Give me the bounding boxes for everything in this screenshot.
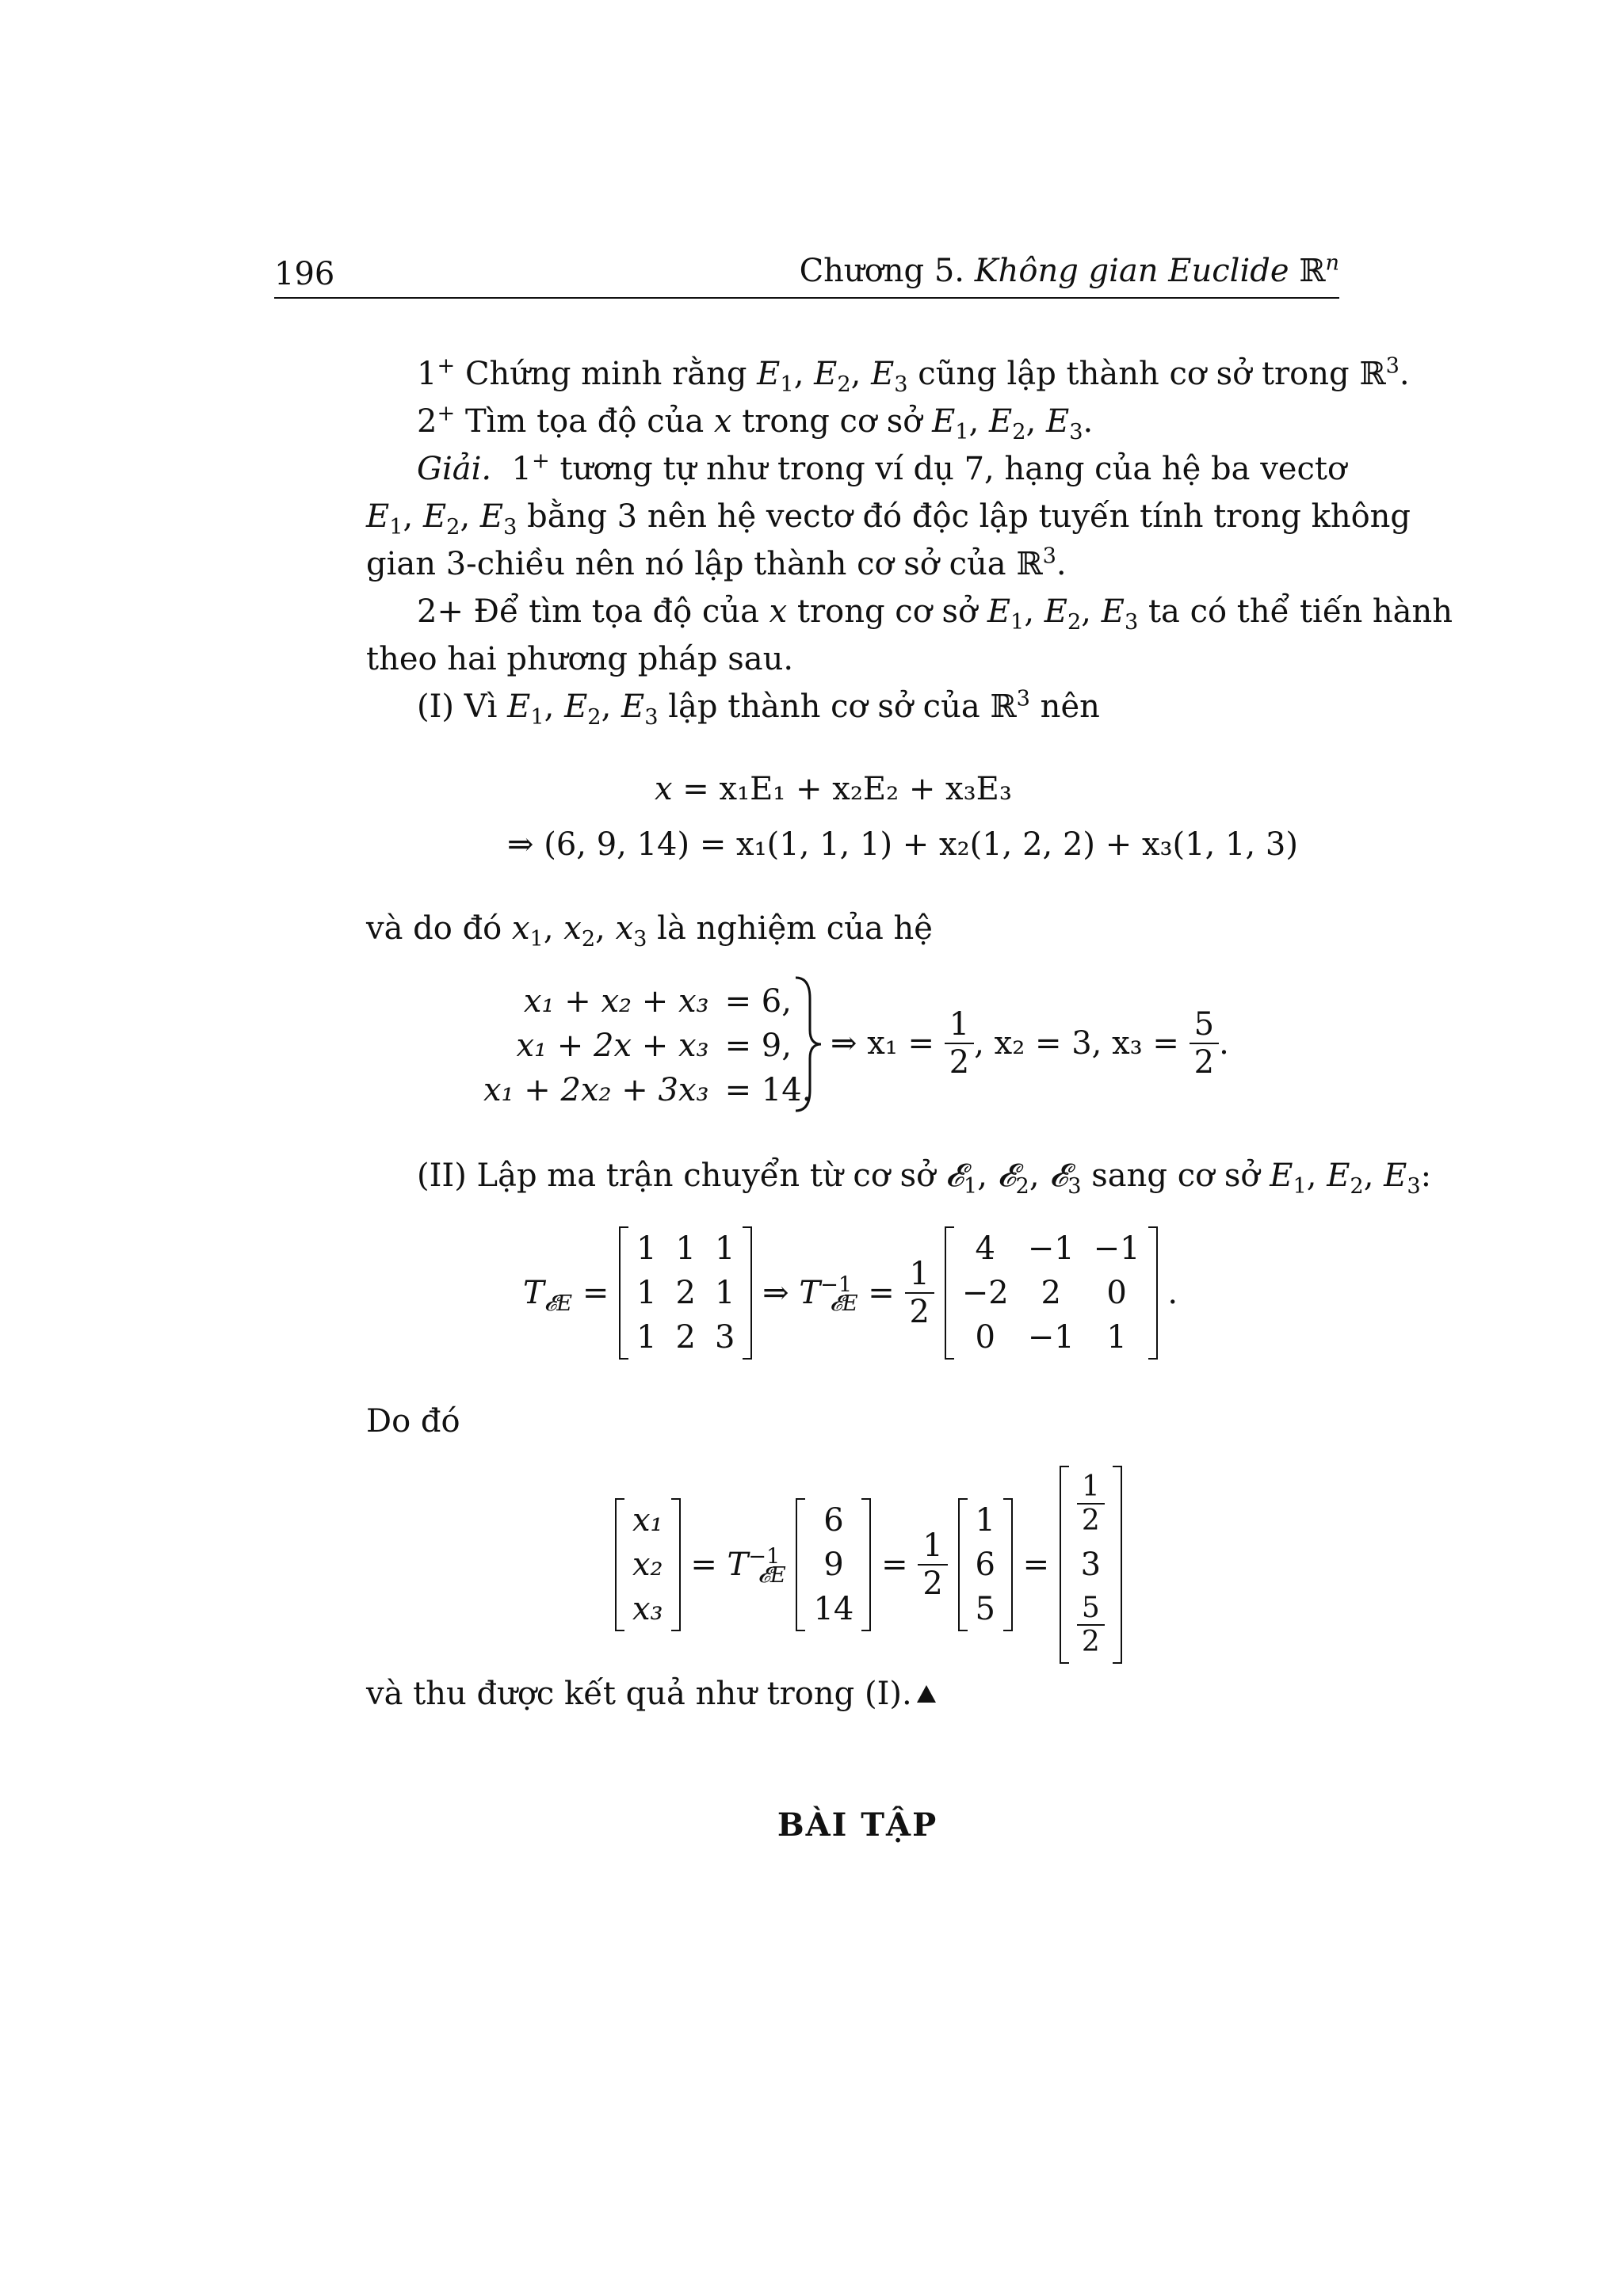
matrix-cell: 1 bbox=[975, 1501, 995, 1539]
end-of-proof-icon bbox=[917, 1685, 936, 1703]
matrix-cell: x₂ bbox=[632, 1546, 663, 1583]
chapter-title: Không gian Euclide bbox=[974, 253, 1289, 289]
matrix-cell: 6 bbox=[975, 1546, 995, 1583]
matrix-cell: 1 bbox=[714, 1275, 735, 1311]
solution-line-3: gian 3-chiều nên nó lập thành cơ sở của ℝ$^3$. bbox=[366, 543, 1067, 582]
space-symbol: ℝ bbox=[1299, 253, 1326, 289]
system-intro: và do đó $x_1$, $x_2$, $x_3$ là nghiệm của hệ bbox=[366, 910, 933, 952]
coordinate-equation: x₁ x₂ x₃ = $T^{-1}_{𝓔E}$ 6 9 14 = $\frac{1}{2}$ 1 6 5 = $\frac{1}{2}$ 3 $\frac{5}{2}$ bbox=[615, 1466, 1122, 1664]
matrix-cell: 6 bbox=[823, 1501, 844, 1539]
matrix-cell: 0 bbox=[975, 1319, 995, 1356]
matrix-T-inverse bbox=[945, 1226, 1158, 1360]
matrix-cell: 1 bbox=[675, 1230, 696, 1267]
matrix-cell: 2 bbox=[675, 1319, 696, 1356]
equation-substituted: ⇒ (6, 9, 14) = x₁(1, 1, 1) + x₂(1, 2, 2) + x₃(1, 1, 3) bbox=[507, 826, 1298, 863]
vector-x bbox=[615, 1498, 681, 1631]
matrix-cell: 2 bbox=[1041, 1275, 1061, 1311]
matrix-cell: −1 bbox=[1093, 1230, 1140, 1267]
matrix-cell: 0 bbox=[1106, 1275, 1127, 1311]
therefore-label: Do đó bbox=[366, 1403, 460, 1440]
vector-b bbox=[796, 1498, 871, 1631]
matrix-T bbox=[619, 1226, 752, 1360]
space-exponent: n bbox=[1325, 250, 1339, 276]
matrix-cell: 5 bbox=[975, 1590, 995, 1627]
right-brace bbox=[792, 974, 824, 1114]
matrix-cell: −2 bbox=[961, 1275, 1009, 1311]
matrix-cell: x₃ bbox=[632, 1590, 663, 1627]
page-number: 196 bbox=[274, 256, 335, 292]
matrix-cell: 1 bbox=[1106, 1319, 1127, 1356]
header-rule bbox=[274, 297, 1339, 299]
system-solution: ⇒ x₁ = $\frac{1}{2}$ , x₂ = 3, x₃ = $\frac{5}{2}$ . bbox=[831, 1006, 1229, 1081]
linear-system: x₁ + x₂ + x₃ = 6, x₁ + 2x + x₃ = 9, x₁ + 2x₂ + 3x₃ = 14. bbox=[483, 983, 812, 1108]
matrix-cell: 1 bbox=[636, 1230, 657, 1267]
vector-result: $\frac{1}{2}$ 3 $\frac{5}{2}$ bbox=[1060, 1466, 1122, 1664]
item-1: 1+ Chứng minh rằng $E_1$, $E_2$, $E_3$ cũng lập thành cơ sở trong ℝ$^3$. bbox=[417, 353, 1410, 397]
method-1-intro: (I) Vì $E_1$, $E_2$, $E_3$ lập thành cơ sở của ℝ$^3$ nên bbox=[417, 686, 1100, 730]
method-intro: theo hai phương pháp sau. bbox=[366, 641, 794, 677]
solution-line-2: $E_1$, $E_2$, $E_3$ bằng 3 nên hệ vectơ đó độc lập tuyến tính trong không bbox=[366, 498, 1411, 540]
matrix-cell: −1 bbox=[1027, 1319, 1075, 1356]
method-2-intro: (II) Lập ma trận chuyển từ cơ sở 𝓔$_1$, 𝓔$_2$, 𝓔$_3$ sang cơ sở $E_1$, $E_2$, $E_3$: bbox=[417, 1158, 1432, 1199]
matrix-cell: −1 bbox=[1027, 1230, 1075, 1267]
matrix-cell: x₁ bbox=[632, 1501, 663, 1539]
chapter-label: Chương 5. bbox=[799, 253, 965, 289]
item-2-method: 2+ Để tìm tọa độ của x trong cơ sở $E_1$, $E_2$, $E_3$ ta có thể tiến hành bbox=[417, 593, 1453, 635]
equation-decomposition: x = x₁E₁ + x₂E₂ + x₃E₃ bbox=[655, 771, 1012, 807]
matrix-cell: 2 bbox=[675, 1275, 696, 1311]
transition-matrix-equation: $T_{𝓔E}$ = 1 1 1 1 2 1 1 2 3 ⇒ $T^{-1}_{𝓔E}$ = $\frac{1}{2}$ 4 −1 −1 −2 2 0 0 −1 1 . bbox=[523, 1226, 1178, 1360]
item-2: 2+ Tìm tọa độ của x trong cơ sở $E_1$, $E_2$, $E_3$. bbox=[417, 401, 1094, 444]
vector-c bbox=[958, 1498, 1013, 1631]
matrix-cell: 1 bbox=[636, 1275, 657, 1311]
section-heading: BÀI TẬP bbox=[777, 1806, 938, 1844]
solution-label: Giải. bbox=[417, 451, 492, 487]
matrix-cell: 1 bbox=[714, 1230, 735, 1267]
solution-line-1: Giải. 1+ tương tự như trong ví dụ 7, hạng của hệ ba vectơ bbox=[417, 448, 1347, 487]
running-header bbox=[800, 252, 1339, 290]
matrix-cell: 14 bbox=[813, 1590, 854, 1627]
matrix-cell: 1 bbox=[636, 1319, 657, 1356]
matrix-cell: 3 bbox=[714, 1319, 735, 1356]
matrix-cell: 9 bbox=[823, 1546, 844, 1583]
matrix-cell: 4 bbox=[975, 1230, 995, 1267]
conclusion: và thu được kết quả như trong (I). bbox=[366, 1675, 936, 1713]
